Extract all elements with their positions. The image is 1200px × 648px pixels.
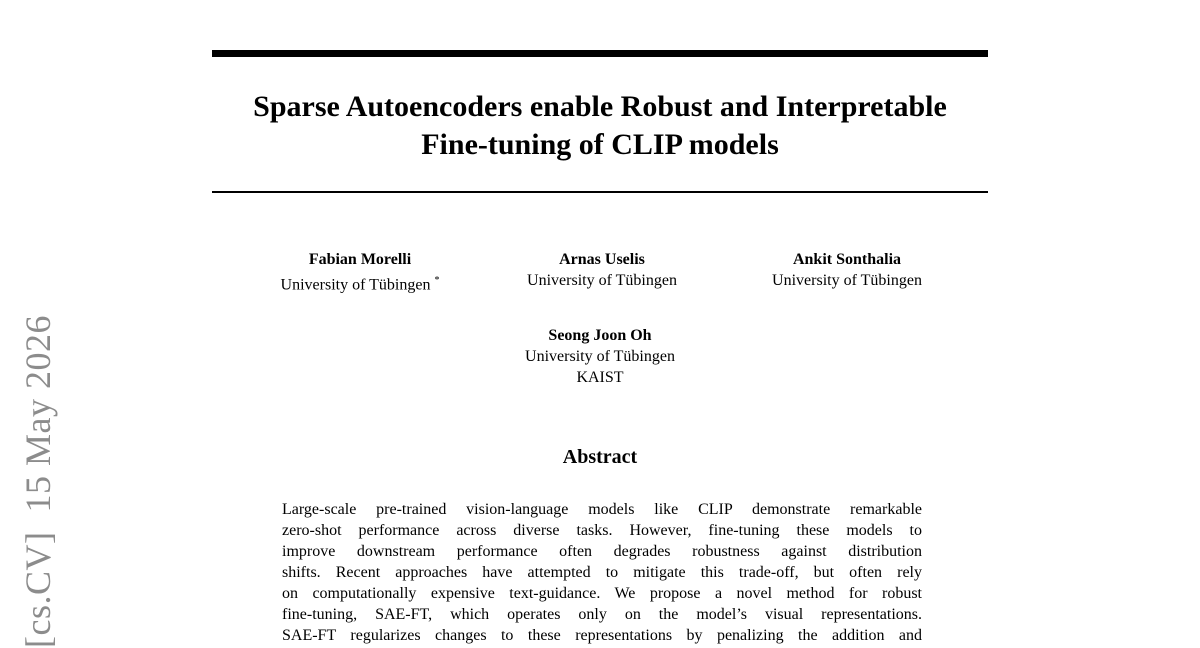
author-name: Fabian Morelli [308, 251, 412, 268]
footnote-mark: * [434, 275, 440, 286]
author-affiliation: University of Tübingen [527, 272, 677, 289]
title-line-1: Sparse Autoencoders enable Robust and Interpretable [253, 90, 947, 123]
abstract-line: on computationally expensive text-guidance. We propose a novel method for robust [282, 585, 922, 602]
author-name: Ankit Sonthalia [792, 251, 902, 268]
author-name: Seong Joon Oh [548, 327, 652, 344]
paper-title [200, 88, 1000, 164]
author-block-3 [747, 249, 947, 291]
title-bottom-rule [212, 191, 988, 193]
author-block-2 [502, 249, 702, 291]
abstract-heading: Abstract [562, 446, 638, 468]
abstract-line: fine-tuning, SAE-FT, which operates only on the model’s visual representations. [282, 606, 922, 623]
abstract-line: shifts. Recent approaches have attempted to mitigate this trade-off, but often rely [282, 564, 922, 581]
abstract-line: zero-shot performance across diverse tasks. However, fine-tuning these models to [282, 522, 922, 539]
title-line-2: Fine-tuning of CLIP models [421, 128, 779, 161]
abstract-line: SAE-FT regularizes changes to these representations by penalizing the addition and [282, 627, 922, 644]
arxiv-category: [cs.CV] [18, 531, 58, 648]
abstract-body [282, 499, 922, 646]
author-affiliation-secondary: KAIST [576, 369, 624, 386]
author-block-4 [500, 325, 700, 388]
abstract-line: improve downstream performance often degrades robustness against distribution [282, 543, 922, 560]
arxiv-margin-stamp [20, 315, 56, 648]
abstract-line: Large-scale pre-trained vision-language models like CLIP demonstrate remarkable [282, 501, 922, 518]
author-block-1 [258, 249, 462, 295]
author-affiliation: University of Tübingen [525, 348, 675, 365]
author-name: Arnas Uselis [559, 251, 645, 268]
top-rule [212, 50, 988, 57]
arxiv-date: 15 May 2026 [18, 315, 58, 513]
author-affiliation: University of Tübingen [772, 272, 922, 289]
author-affiliation: University of Tübingen * [280, 275, 440, 294]
